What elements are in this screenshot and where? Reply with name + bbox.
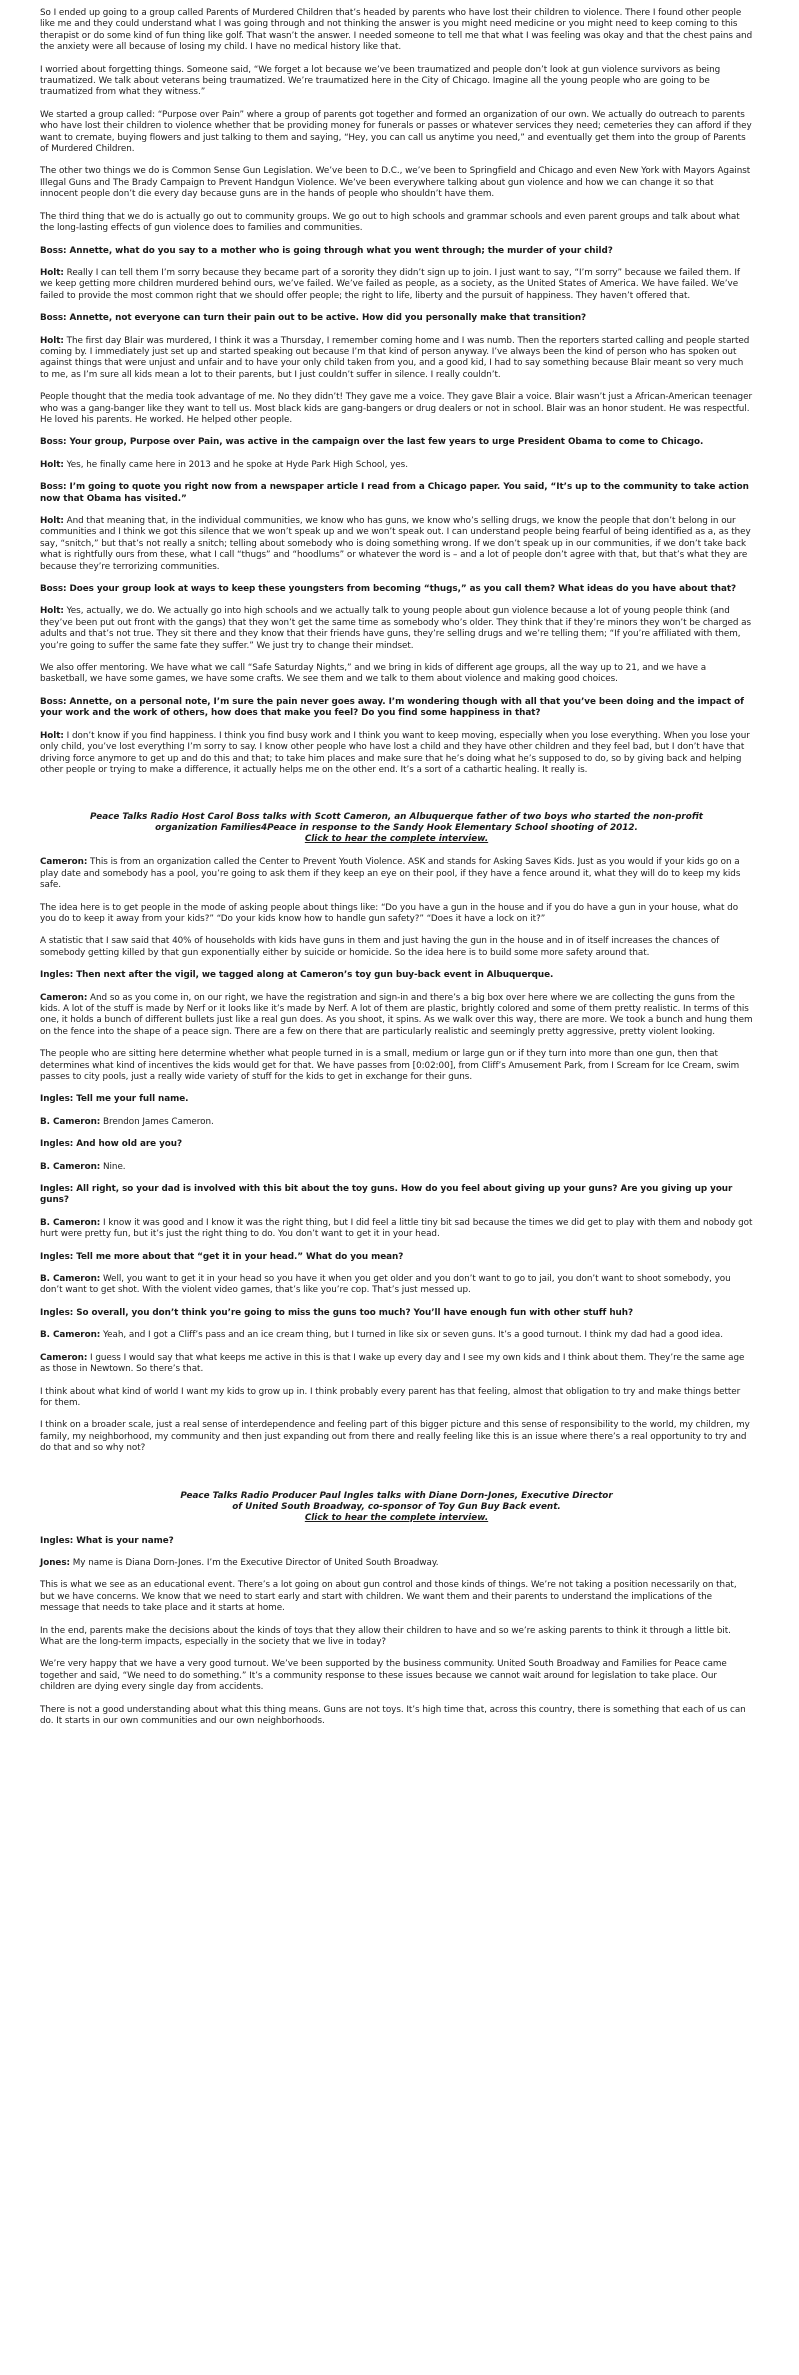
- speaker-label: Holt:: [40, 335, 64, 346]
- speaker-label: Holt:: [40, 516, 64, 526]
- interview-heading: [70, 1491, 723, 1524]
- paragraph-text: I guess I would say that what keeps me active in this is that I wake up every day and I see my own kids and I think about them. They’re the same age as those in Newtown. So there’s that.: [40, 1352, 745, 1375]
- paragraph-text: Well, you want to get it in your head so you have it when you get older and you don’t want to go to jail, you don’t want to shoot somebody, you don’t want to get shot. With the violent video games, that’s like you’re cop. That’s just messed up.: [40, 1274, 731, 1296]
- paragraph-text: So I ended up going to a group called Parents of Murdered Children that’s headed by parents who have lost their children to violence. There I found other people like me and they could understand what I was going through and not thinking the answer is you might need medicine or you might need to keep coming to this therapist or do some kind of fun thing like golf. That wasn’t the answer. I needed someone to tell me that what I was feeling was okay and that the chest pains and the anxiety were all because of losing my child. I have no medical history like that.: [40, 8, 753, 53]
- interview-heading-text: Peace Talks Radio Producer Paul Ingles talks with Diane Dorn-Jones, Executive Director: [180, 1490, 613, 1501]
- paragraph-text: We’re very happy that we have a very good turnout. We’ve been supported by the business community. United South Broadway and Families for Peace came together and said, “We need to do something.” It’s a community response to these issues because we cannot wait around for legislation to take place. Our children are dying every single day from accidents.: [40, 1659, 727, 1693]
- interview-question: [40, 246, 753, 257]
- interview-question: [40, 584, 753, 595]
- interview-paragraph: [40, 1330, 753, 1341]
- interview-paragraph: [40, 1049, 753, 1083]
- interview-paragraph: [40, 1659, 753, 1693]
- paragraph-text: Tell me more about that “get it in your head.” What do you mean?: [76, 1251, 404, 1262]
- paragraph-text: There is not a good understanding about what this thing means. Guns are not toys. It’s high time that, across this country, there is something that each of us can do. It starts in our own communities and our own neighborhoods.: [40, 1704, 746, 1726]
- paragraph-text: Tell me your full name.: [76, 1094, 189, 1105]
- interview-paragraph: [40, 1580, 753, 1614]
- paragraph-text: People thought that the media took advantage of me. No they didn’t! They gave me a voice. They gave Blair a voice. Blair wasn’t just a African-American teenager who was a gang-banger like they want to tell us. Most black kids are gang-bangers or drug dealers or not in school. Blair was an honor student. He was respectful. He loved his parents. He worked. He helped other people.: [40, 392, 753, 425]
- interview-paragraph: [40, 1353, 753, 1376]
- speaker-label: Holt:: [40, 267, 64, 278]
- speaker-label: Boss:: [40, 696, 67, 707]
- interview-question: [40, 1308, 753, 1319]
- interview-question: [40, 1139, 753, 1150]
- paragraph-text: Nine.: [103, 1161, 126, 1172]
- interview-paragraph: [40, 606, 753, 652]
- paragraph-text: I know it was good and I know it was the right thing, but I did feel a little tiny bit sad because the times we did get to play with them and nobody got hurt were pretty fun, but it’s just the right thing to do. You don’t want to get it in your head.: [40, 1217, 753, 1240]
- speaker-label: Holt:: [40, 606, 64, 617]
- interview-paragraph: [40, 65, 753, 99]
- interview-paragraph: [40, 903, 753, 926]
- paragraph-text: The people who are sitting here determine whether what people turned in is a small, medium or large gun or if they turn into more than one gun, then that determines what kind of incentives the kids would get for that. We have passes from [0:02:00], from Cliff’s Amusement Park, from I Scream for Ice Cream, swim passes to city pools, just a really wide variety of stuff for the kids to get in exchange for their guns.: [40, 1049, 740, 1082]
- paragraph-text: The other two things we do is Common Sense Gun Legislation. We’ve been to D.C., we’ve been to Springfield and Chicago and even New York with Mayors Against Illegal Guns and The Brady Campaign to Prevent Handgun Violence. We’ve been everywhere talking about gun violence and how we can change it so that innocent people don’t die every day because guns are in the hands of people who shouldn’t have them.: [40, 166, 751, 200]
- interview-question: [40, 1184, 753, 1207]
- paragraph-text: Then next after the vigil, we tagged along at Cameron’s toy gun buy-back event in Albuquerque.: [76, 970, 554, 981]
- paragraph-text: The first day Blair was murdered, I think it was a Thursday, I remember coming home and I was numb. Then the reporters started calling and people started coming by. I immediately just set up and started speaking out because I’m that kind of person anyway. I’ve always been the kind of person who has spoken out against things that were unjust and unfair and to have your only child taken from you, and a good kid, I had to say something because Blair meant so very much to me, as I’m sure all kids mean a lot to their parents, but I just couldn’t suffer in silence. I really couldn’t.: [40, 335, 750, 380]
- interview-question: [40, 970, 753, 981]
- paragraph-text: This is from an organization called the Center to Prevent Youth Violence. ASK and stands for Asking Saves Kids. Just as you would if your kids go on a play date and somebody has a pool, you’re going to ask them if they keep an eye on their pool, if they have a fence around it, what they will do to keep my kids safe.: [40, 857, 741, 891]
- interview-paragraph: [40, 1558, 753, 1569]
- speaker-label: Ingles:: [40, 1251, 74, 1262]
- speaker-label: Cameron:: [40, 1352, 88, 1363]
- interview-paragraph: [40, 110, 753, 156]
- paragraph-text: Your group, Purpose over Pain, was active in the campaign over the last few years to urge President Obama to come to Chicago.: [69, 437, 704, 448]
- speaker-label: Ingles:: [40, 1139, 74, 1150]
- paragraph-text: I think on a broader scale, just a real sense of interdependence and feeling part of this bigger picture and this sense of responsibility to the world, my children, my family, my neighborhood, my community and then just expanding out from there and really feeling like this is an issue where there’s a real opportunity to try and do that and so why not?: [40, 1420, 750, 1454]
- paragraph-text: So overall, you don’t think you’re going to miss the guns too much? You’ll have enough fun with other stuff huh?: [76, 1307, 634, 1318]
- paragraph-text: What is your name?: [76, 1535, 174, 1546]
- speaker-label: B. Cameron:: [40, 1274, 101, 1285]
- paragraph-text: And that meaning that, in the individual communities, we know who has guns, we know who’s selling drugs, we know the people that don’t belong in our communities and I think we got this silence that we won’t speak up and we won’t speak out. I can understand people being fearful of being identified as a, as they say, “snitch,” but that’s not really a snitch; telling about somebody who is doing something wrong. If we don’t speak up in our communities, if we don’t take back what is rightfully ours from these, what I call “thugs” and “hoodlums” or whatever the word is – and a lot of people don’t agree with that, but that’s what they are because they’re terrorizing communities.: [40, 516, 751, 572]
- interview-heading-text: Peace Talks Radio Host Carol Boss talks with Scott Cameron, an Albuquerque father of two boys who started the non-profit organization Families4Peace in response to the Sandy Hook Elementary School shooting of 2012.: [90, 812, 703, 834]
- paragraph-text: We also offer mentoring. We have what we call “Safe Saturday Nights,” and we bring in kids of different age groups, all the way up to 21, and we have a basketball, we have some games, we have some crafts. We see them and we talk to them about violence and making good choices.: [40, 663, 707, 685]
- interview-heading-text: of United South Broadway, co-sponsor of Toy Gun Buy Back event.: [232, 1501, 561, 1512]
- interview-paragraph: [40, 212, 753, 235]
- interview-heading: [70, 812, 723, 845]
- paragraph-text: Really I can tell them I’m sorry because they became part of a sorority they didn’t sign up to join. I just want to say, “I’m sorry” because we failed them. If we keep getting more children murdered behind ours, we’ve failed. We’ve failed as people, as a society, as the United States of America. We have failed. We’ve failed to provide the most common right that we should offer people; the right to life, liberty and the pursuit of happiness. They haven’t offered that.: [40, 267, 740, 301]
- paragraph-text: Does your group look at ways to keep these youngsters from becoming “thugs,” as you call them? What ideas do you have about that?: [69, 584, 737, 595]
- speaker-label: Boss:: [40, 437, 67, 448]
- interview-question: [40, 1094, 753, 1105]
- paragraph-text: And how old are you?: [76, 1139, 183, 1150]
- interview-paragraph: [40, 392, 753, 426]
- paragraph-text: Annette, on a personal note, I’m sure the pain never goes away. I’m wondering though with all that you’ve been doing and the impact of your work and the work of others, how does that make you feel? Do you find some happiness in that?: [40, 696, 744, 719]
- paragraph-text: And so as you come in, on our right, we have the registration and sign-in and there’s a big box over here where we are collecting the guns from the kids. A lot of the stuff is made by Nerf or it looks like it’s made by Nerf. A lot of them are plastic, brightly colored and some of them pretty realistic. In terms of this one, it holds a bunch of different bullets just like a real gun does. As you shoot, it spins. As we walk over this way, there are more. We took a bunch and hung them on the fence into the shape of a peace sign. There are a few on there that are particularly realistic and seemingly pretty aggressive, pretty violent looking.: [40, 992, 753, 1037]
- speaker-label: B. Cameron:: [40, 1116, 101, 1127]
- speaker-label: Jones:: [40, 1557, 70, 1568]
- interview-paragraph: [40, 1705, 753, 1728]
- hear-interview-link[interactable]: Click to hear the complete interview.: [304, 1512, 489, 1523]
- interview-paragraph: [40, 1387, 753, 1410]
- speaker-label: Holt:: [40, 730, 64, 741]
- interview-paragraph: [40, 857, 753, 891]
- paragraph-text: I worried about forgetting things. Someone said, “We forget a lot because we’ve been traumatized and people don’t look at gun violence survivors as being traumatized. We talk about veterans being traumatized. We’re traumatized here in the City of Chicago. Imagine all the young people who are going to be traumatized from what they witness.”: [40, 64, 721, 98]
- speaker-label: Holt:: [40, 459, 64, 470]
- paragraph-text: Brendon James Cameron.: [103, 1116, 214, 1127]
- interview-paragraph: [40, 1274, 753, 1297]
- interview-paragraph: [40, 1117, 753, 1128]
- interview-question: [40, 1536, 753, 1547]
- interview-paragraph: [40, 166, 753, 200]
- speaker-label: Ingles:: [40, 1184, 74, 1195]
- paragraph-text: Yes, actually, we do. We actually go into high schools and we actually talk to young people about gun violence because a lot of young people think (and they’ve been put out front with the gangs) that they won’t get the same time as somebody who’s older. They think that if they’re minors they won’t be charged as adults and that’s not true. They sit there and they know that their friends have guns, they’re selling drugs and we’re telling them; “If you’re affiliated with them, you’re going to suffer the same fate they suffer.” We just try to change their mindset.: [40, 606, 751, 651]
- interview-paragraph: [40, 1626, 753, 1649]
- speaker-label: Boss:: [40, 584, 67, 595]
- paragraph-text: In the end, parents make the decisions about the kinds of toys that they allow their children to have and so we’re asking parents to think it through a little bit. What are the long-term impacts, especially in the society that we live in today?: [40, 1625, 731, 1647]
- paragraph-text: Yeah, and I got a Cliff’s pass and an ice cream thing, but I turned in like six or seven guns. It’s a good turnout. I think my dad had a good idea.: [103, 1330, 723, 1341]
- speaker-label: Boss:: [40, 482, 67, 493]
- speaker-label: Ingles:: [40, 1535, 74, 1546]
- paragraph-text: I think about what kind of world I want my kids to grow up in. I think probably every parent has that feeling, almost that obligation to try and make things better for them.: [40, 1386, 741, 1408]
- paragraph-text: We started a group called: “Purpose over Pain” where a group of parents got together and formed an organization of our own. We actually do outreach to parents who have lost their children to violence whether that be providing money for funerals or passes or whatever services they need; cemeteries they can afford if they want to cremate, buying flowers and just talking to them and saying, “Hey, you can call us anytime you need,” and eventually get them into the group of Parents of Murdered Children.: [40, 109, 752, 155]
- paragraph-text: I’m going to quote you right now from a newspaper article I read from a Chicago paper. You said, “It’s up to the community to take action now that Obama has visited.”: [40, 482, 749, 504]
- speaker-label: Cameron:: [40, 992, 88, 1003]
- interview-paragraph: [40, 460, 753, 471]
- interview-paragraph: [40, 993, 753, 1039]
- interview-question: [40, 1252, 753, 1263]
- interview-paragraph: [40, 1162, 753, 1173]
- interview-paragraph: [40, 516, 753, 573]
- interview-paragraph: [40, 268, 753, 302]
- interview-question: [40, 482, 753, 505]
- speaker-label: Boss:: [40, 245, 67, 256]
- paragraph-text: Yes, he finally came here in 2013 and he spoke at Hyde Park High School, yes.: [66, 459, 408, 470]
- hear-interview-link[interactable]: Click to hear the complete interview.: [304, 834, 489, 845]
- paragraph-text: My name is Diana Dorn-Jones. I’m the Executive Director of United South Broadway.: [72, 1557, 439, 1568]
- speaker-label: Cameron:: [40, 857, 88, 868]
- speaker-label: B. Cameron:: [40, 1330, 101, 1341]
- paragraph-text: The third thing that we do is actually go out to community groups. We go out to high schools and grammar schools and even parent groups and talk about what the long-lasting effects of gun violence does to families and communities.: [40, 211, 740, 234]
- paragraph-text: Annette, what do you say to a mother who is going through what you went through; the murder of your child?: [69, 245, 613, 256]
- interview-paragraph: [40, 731, 753, 777]
- interview-paragraph: [40, 1420, 753, 1454]
- speaker-label: B. Cameron:: [40, 1161, 101, 1172]
- interview-question: [40, 313, 753, 324]
- interview-paragraph: [40, 663, 753, 686]
- paragraph-text: A statistic that I saw said that 40% of households with kids have guns in them and just having the gun in the house and in of itself increases the chances of somebody getting killed by that gun exponentially either by suicide or homicide. So the idea here is to build some more safety around that.: [40, 936, 720, 958]
- interview-paragraph: [40, 8, 753, 54]
- paragraph-text: All right, so your dad is involved with this bit about the toy guns. How do you feel about giving up your guns? Are you giving up your guns?: [40, 1184, 733, 1206]
- speaker-label: Ingles:: [40, 1307, 74, 1318]
- speaker-label: Ingles:: [40, 1094, 74, 1105]
- interview-paragraph: [40, 936, 753, 959]
- paragraph-text: This is what we see as an educational event. There’s a lot going on about gun control and those kinds of things. We’re not taking a position necessarily on that, but we have concerns. We know that we need to start early and start with children. We want them and their parents to understand the implications of the message that needs to take place and it starts at home.: [40, 1580, 737, 1614]
- paragraph-text: I don’t know if you find happiness. I think you find busy work and I think you want to keep moving, especially when you lose everything. When you lose your only child, you’ve lost everything I’m sorry to say. I know other people who have lost a child and they have other children and they feel bad, but I don’t have that driving force anymore to get up and do this and that; to take him places and make sure that he’s doing what he’s supposed to do, so by giving back and helping other people or trying to make a difference, it actually helps me on the other end. It’s a sort of a cathartic healing. It really is.: [40, 730, 750, 775]
- paragraph-text: The idea here is to get people in the mode of asking people about things like: “Do you have a gun in the house and if you do have a gun in your house, what do you do to keep it away from your kids?” “Do your kids know how to handle gun safety?” “Does it have a lock on it?”: [40, 902, 739, 924]
- paragraph-text: Annette, not everyone can turn their pain out to be active. How did you personally make that transition?: [69, 313, 587, 324]
- interview-paragraph: [40, 336, 753, 382]
- interview-paragraph: [40, 1218, 753, 1241]
- speaker-label: Ingles:: [40, 970, 74, 981]
- interview-question: [40, 437, 753, 448]
- interview-question: [40, 697, 753, 720]
- speaker-label: Boss:: [40, 313, 67, 324]
- speaker-label: B. Cameron:: [40, 1217, 101, 1228]
